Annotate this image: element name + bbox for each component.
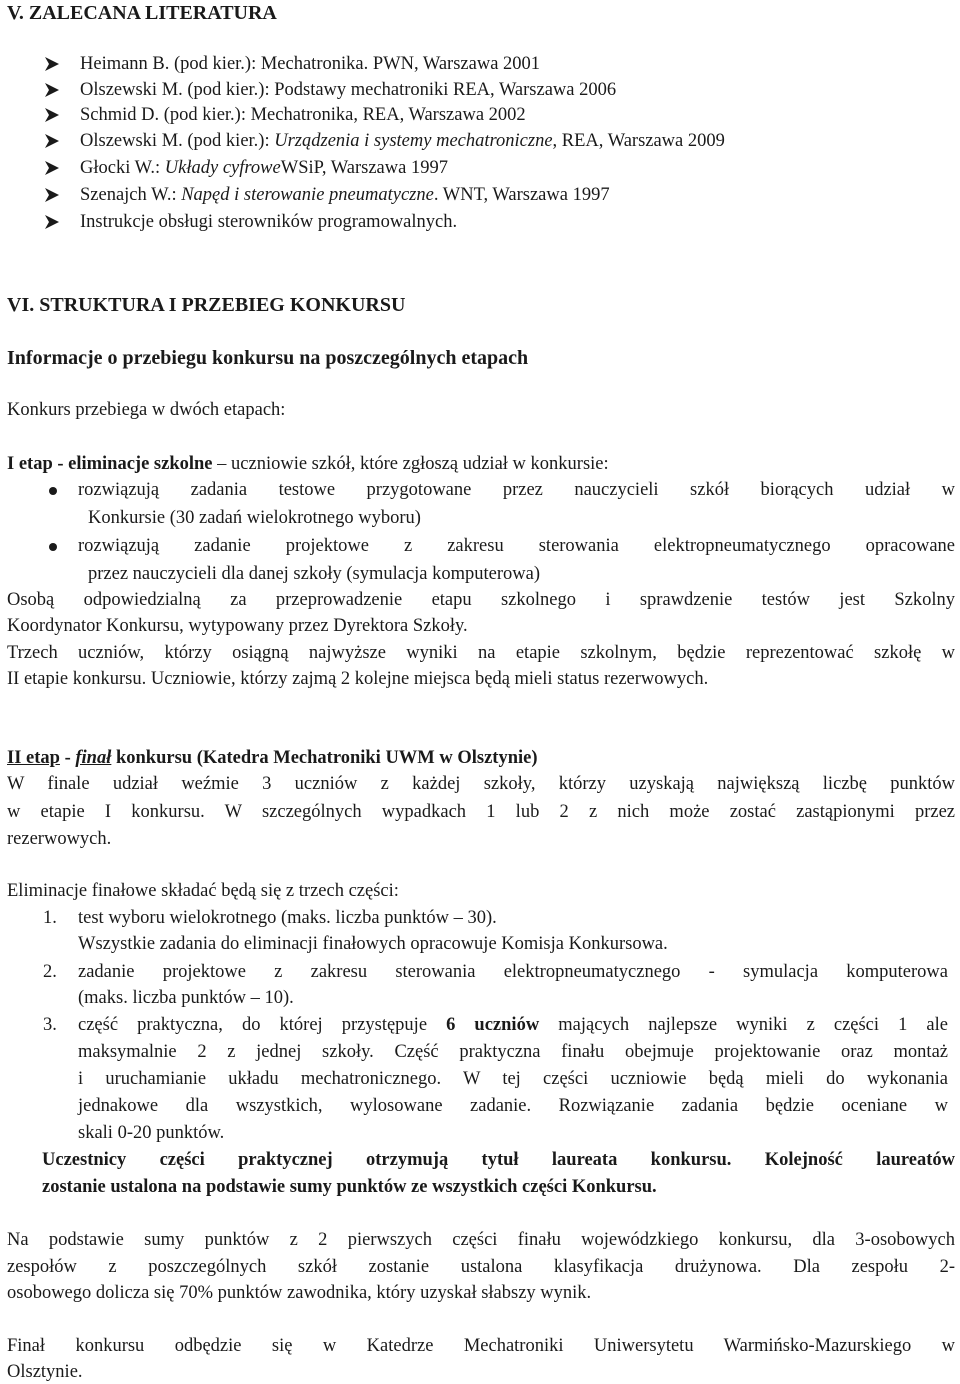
reference-item: Szenajch W.: Napęd i sterowanie pneumatyczne. WNT, Warszawa 1997 <box>80 185 610 205</box>
arrow-bullet-icon <box>43 186 61 204</box>
stage1-bullet-cont: przez nauczycieli dla danej szkoły (symulacja komputerowa) <box>88 564 541 584</box>
reference-item: Olszewski M. (pod kier.): Podstawy mechatroniki REA, Warszawa 2006 <box>80 80 617 100</box>
intro-text: Konkurs przebiega w dwóch etapach: <box>7 400 286 420</box>
stage1-bullet: rozwiązują zadania testowe przygotowane przez nauczycieli szkół biorących udział w <box>78 480 955 500</box>
stage2-paragraph: rezerwowych. <box>7 829 112 849</box>
stage2-paragraph: w etapie I konkursu. W szczególnych wypadkach 1 lub 2 z nich może zostać zastąpionymi przez <box>7 802 955 822</box>
list-item: część praktyczna, do której przystępuje 6 uczniów mających najlepsze wyniki z części 1 ale <box>78 1015 948 1035</box>
team-paragraph: zespołów z poszczególnych szkół zostanie ustalona klasyfikacja drużynowa. Dla zespołu 2- <box>7 1257 955 1277</box>
stage1-bullet-cont: Konkursie (30 zadań wielokrotnego wyboru) <box>88 508 421 528</box>
arrow-bullet-icon <box>43 213 61 231</box>
team-paragraph: Na podstawie sumy punktów z 2 pierwszych części finału wojewódzkiego konkursu, dla 3-osobowych <box>7 1230 955 1250</box>
arrow-bullet-icon <box>43 106 61 124</box>
reference-item: Heimann B. (pod kier.): Mechatronika. PWN, Warszawa 2001 <box>80 54 541 74</box>
stage1-paragraph: II etapie konkursu. Uczniowie, którzy zajmą 2 kolejne miejsca będą mieli status rezerwowych. <box>7 669 709 689</box>
elimination-intro: Eliminacje finałowe składać będą się z trzech części: <box>7 881 399 901</box>
list-item-cont: skali 0-20 punktów. <box>78 1123 225 1143</box>
arrow-bullet-icon <box>43 132 61 150</box>
arrow-bullet-icon <box>43 55 61 73</box>
laureates-note: Uczestnicy części praktycznej otrzymują tytuł laureata konkursu. Kolejność laureatów <box>42 1150 955 1170</box>
list-number: 3. <box>43 1015 57 1035</box>
list-number: 1. <box>43 908 57 928</box>
reference-item: Schmid D. (pod kier.): Mechatronika, REA, Warszawa 2002 <box>80 105 526 125</box>
subheading: Informacje o przebiegu konkursu na poszczególnych etapach <box>7 347 529 369</box>
stage1-heading: I etap - eliminacje szkolne – uczniowie szkół, które zgłoszą udział w konkursie: <box>7 454 609 474</box>
list-item-cont: maksymalnie 2 z jednej szkoły. Część praktyczna finału obejmuje projektowanie oraz montaż <box>78 1042 948 1062</box>
section-heading-literature: V. ZALECANA LITERATURA <box>7 2 277 24</box>
stage1-paragraph: Trzech uczniów, którzy osiągną najwyższe wyniki na etapie szkolnym, będzie reprezentować szkołę w <box>7 643 955 663</box>
bullet-dot <box>49 543 57 551</box>
arrow-bullet-icon <box>43 159 61 177</box>
stage1-bullet: rozwiązują zadanie projektowe z zakresu sterowania elektropneumatycznego opracowane <box>78 536 955 556</box>
list-item-cont: i uruchamianie układu mechatronicznego. W tej części uczniowie będą mieli do wykonania <box>78 1069 948 1089</box>
list-item-cont: jednakowe dla wszystkich, wylosowane zadanie. Rozwiązanie zadania będzie oceniane w <box>78 1096 948 1116</box>
stage1-paragraph: Koordynator Konkursu, wytypowany przez Dyrektora Szkoły. <box>7 616 468 636</box>
list-item: zadanie projektowe z zakresu sterowania elektropneumatycznego - symulacja komputerowa <box>78 962 948 982</box>
list-item: test wyboru wielokrotnego (maks. liczba punktów – 30). <box>78 908 497 928</box>
list-item-cont: Wszystkie zadania do eliminacji finałowych opracowuje Komisja Konkursowa. <box>78 934 668 954</box>
reference-item: Olszewski M. (pod kier.): Urządzenia i systemy mechatroniczne, REA, Warszawa 2009 <box>80 131 725 151</box>
reference-item: Głocki W.: Układy cyfroweWSiP, Warszawa 1997 <box>80 158 448 178</box>
section-heading-structure: VI. STRUKTURA I PRZEBIEG KONKURSU <box>7 294 406 316</box>
arrow-bullet-icon <box>43 81 61 99</box>
final-place-paragraph: Finał konkursu odbędzie się w Katedrze Mechatroniki Uniwersytetu Warmińsko-Mazurskiego w <box>7 1336 955 1356</box>
team-paragraph: osobowego dolicza się 70% punktów zawodnika, który uzyskał słabszy wynik. <box>7 1283 592 1303</box>
laureates-note: zostanie ustalona na podstawie sumy punktów ze wszystkich części Konkursu. <box>42 1177 657 1197</box>
stage2-paragraph: W finale udział weźmie 3 uczniów z każdej szkoły, którzy uzyskają największą liczbę punktów <box>7 774 955 794</box>
list-number: 2. <box>43 962 57 982</box>
stage1-paragraph: Osobą odpowiedzialną za przeprowadzenie etapu szkolnego i sprawdzenie testów jest Szkolny <box>7 590 955 610</box>
stage2-heading: II etap - finał konkursu (Katedra Mechatroniki UWM w Olsztynie) <box>7 748 538 768</box>
bullet-dot <box>49 487 57 495</box>
final-place-paragraph: Olsztynie. <box>7 1362 83 1382</box>
reference-item: Instrukcje obsługi sterowników programowalnych. <box>80 212 458 232</box>
list-item-cont: (maks. liczba punktów – 10). <box>78 988 294 1008</box>
